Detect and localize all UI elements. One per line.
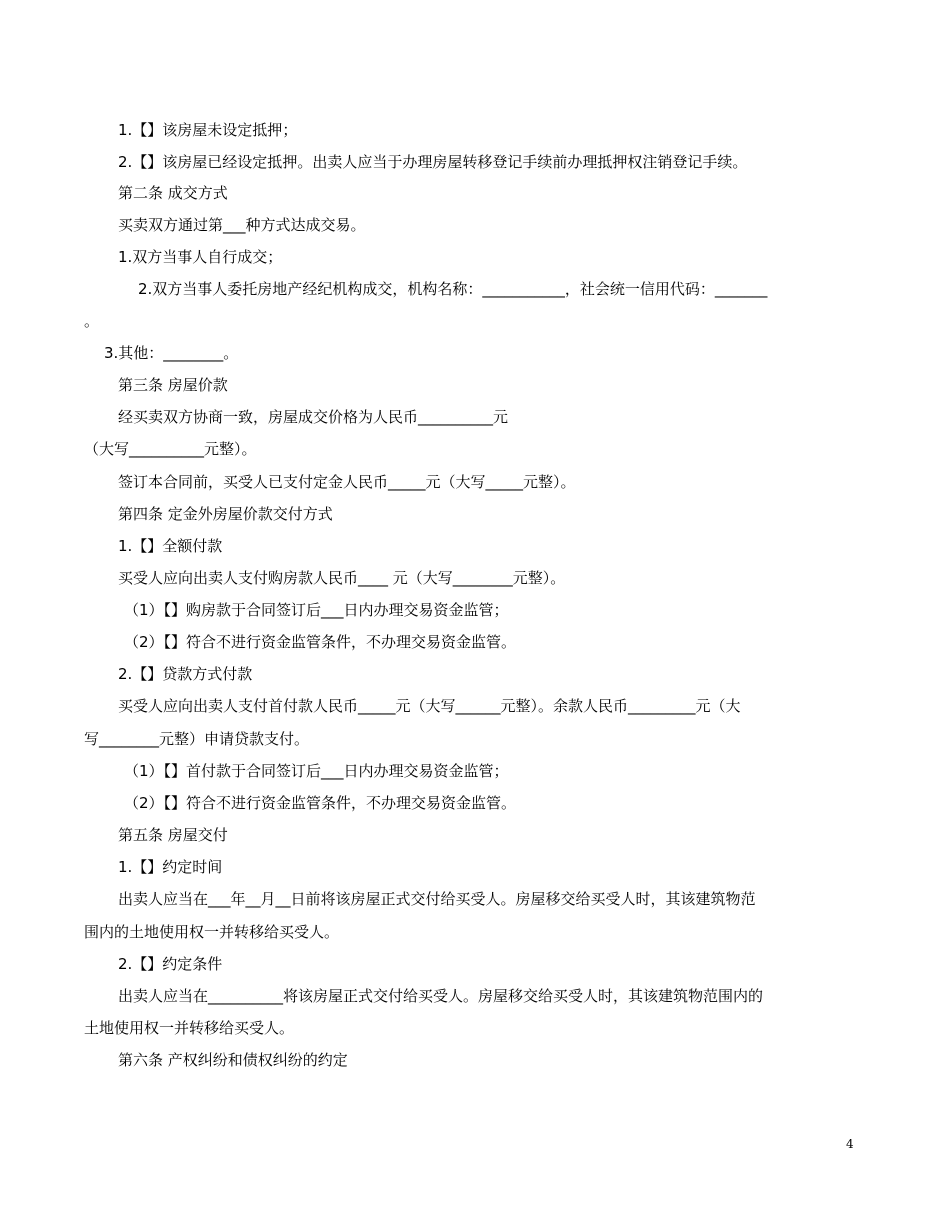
article-3-text-cont: （大写__________元整）。 bbox=[84, 440, 257, 458]
clause-4-1-sub1: （1）【】购房款于合同签订后___日内办理交易资金监管； bbox=[124, 601, 509, 619]
clause-4-2: 2.【】贷款方式付款 bbox=[118, 665, 253, 683]
clause-4-2-text-cont: 写________元整）申请贷款支付。 bbox=[84, 730, 310, 748]
deposit-text: 签订本合同前，买受人已支付定金人民币_____元（大写_____元整）。 bbox=[118, 473, 576, 491]
clause-2-1: 1.双方当事人自行成交； bbox=[118, 248, 283, 266]
clause-2-2-end: 。 bbox=[84, 312, 100, 330]
clause-5-2-text: 出卖人应当在__________将该房屋正式交付给买受人。房屋移交给买受人时，其该建筑物范围内的 bbox=[118, 987, 764, 1005]
clause-5-2-text-cont: 土地使用权一并转移给买受人。 bbox=[84, 1019, 295, 1037]
article-3-text: 经买卖双方协商一致，房屋成交价格为人民币__________元 bbox=[118, 408, 509, 426]
clause-4-2-sub1: （1）【】首付款于合同签订后___日内办理交易资金监管； bbox=[124, 762, 509, 780]
clause-4-1-text: 买受人应向出卖人支付购房款人民币____ 元（大写________元整）。 bbox=[118, 569, 566, 587]
clause-1-1: 1.【】该房屋未设定抵押； bbox=[118, 121, 298, 139]
article-2-heading: 第二条 成交方式 bbox=[118, 184, 228, 202]
clause-4-2-sub2: （2）【】符合不进行资金监管条件，不办理交易资金监管。 bbox=[124, 794, 517, 812]
article-4-heading: 第四条 定金外房屋价款交付方式 bbox=[118, 505, 333, 523]
clause-2-2: 2.双方当事人委托房地产经纪机构成交，机构名称：___________，社会统一信用代码：_______ bbox=[138, 280, 768, 298]
clause-4-2-text: 买受人应向出卖人支付首付款人民币_____元（大写______元整）。余款人民币_________元（大 bbox=[118, 697, 741, 715]
clause-1-2: 2.【】该房屋已经设定抵押。出卖人应当于办理房屋转移登记手续前办理抵押权注销登记手续。 bbox=[118, 153, 748, 171]
clause-5-1-text-cont: 围内的土地使用权一并转移给买受人。 bbox=[84, 923, 340, 941]
article-2-text: 买卖双方通过第___种方式达成交易。 bbox=[118, 216, 366, 234]
clause-5-1: 1.【】约定时间 bbox=[118, 858, 223, 876]
clause-5-1-text: 出卖人应当在___年__月__日前将该房屋正式交付给买受人。房屋移交给买受人时，其该建筑物范 bbox=[118, 890, 756, 908]
clause-4-1: 1.【】全额付款 bbox=[118, 537, 223, 555]
article-6-heading: 第六条 产权纠纷和债权纠纷的约定 bbox=[118, 1051, 348, 1069]
article-3-heading: 第三条 房屋价款 bbox=[118, 376, 228, 394]
clause-2-3: 3.其他：________。 bbox=[104, 344, 239, 362]
article-5-heading: 第五条 房屋交付 bbox=[118, 826, 228, 844]
clause-4-1-sub2: （2）【】符合不进行资金监管条件，不办理交易资金监管。 bbox=[124, 633, 517, 651]
clause-5-2: 2.【】约定条件 bbox=[118, 955, 223, 973]
page-number: 4 bbox=[846, 1137, 854, 1151]
